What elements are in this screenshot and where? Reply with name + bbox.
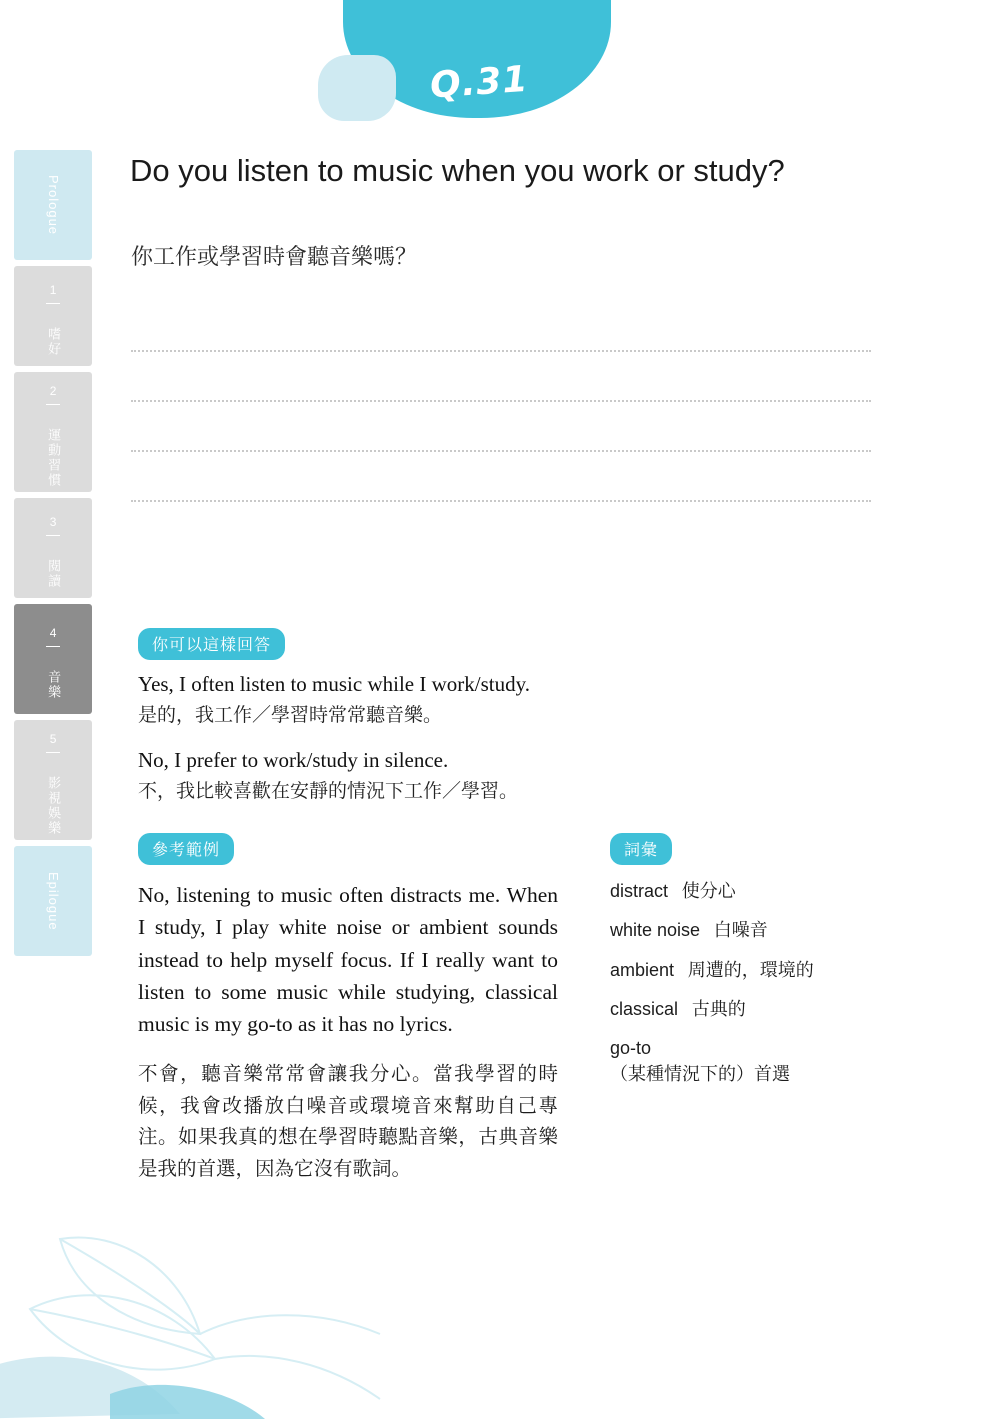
sample-answer-item bbox=[138, 670, 868, 730]
sidebar-item-number: 3 bbox=[46, 515, 60, 536]
sidebar-item-label: 影視娛樂 bbox=[46, 776, 62, 836]
question-english: Do you listen to music when you work or study? bbox=[130, 153, 785, 188]
sample-answer-chinese: 是的，我工作／學習時常常聽音樂。 bbox=[138, 704, 443, 727]
vocabulary-term: ambient bbox=[610, 959, 675, 980]
vocabulary-definition: 周遭的，環境的 bbox=[687, 959, 814, 981]
sidebar-item-number: 5 bbox=[46, 732, 60, 753]
writing-line[interactable] bbox=[131, 400, 871, 402]
writing-line[interactable] bbox=[131, 350, 871, 352]
vocabulary-term: go-to bbox=[610, 1038, 652, 1059]
vocabulary-list bbox=[610, 879, 940, 1088]
sidebar-item-number: 2 bbox=[46, 384, 60, 405]
example-section bbox=[138, 833, 558, 1185]
sidebar-item-prologue[interactable] bbox=[14, 150, 92, 260]
question-chinese: 你工作或學習時會聽音樂嗎？ bbox=[131, 245, 418, 270]
vocabulary-definition: 使分心 bbox=[681, 881, 736, 902]
vocabulary-item bbox=[610, 958, 940, 983]
vocabulary-heading: 詞彙 bbox=[610, 833, 672, 865]
vocabulary-section bbox=[610, 833, 940, 1102]
vocabulary-item bbox=[610, 997, 940, 1022]
question-number: Q.31 bbox=[428, 58, 530, 107]
sample-answers-heading: 你可以這樣回答 bbox=[138, 628, 285, 660]
header-blob-small bbox=[318, 55, 396, 121]
vocabulary-item bbox=[610, 918, 940, 943]
vocabulary-item bbox=[610, 879, 940, 904]
example-chinese: 不會，聽音樂常常會讓我分心。當我學習的時候，我會改播放白噪音或環境音來幫助自己專注。如果我真的想在學習時聽點音樂，古典音樂是我的首選，因為它沒有歌詞。 bbox=[138, 1062, 558, 1180]
sample-answer-item bbox=[138, 746, 868, 806]
sidebar-item-label: 運動習慣 bbox=[46, 428, 62, 488]
sample-answers-section bbox=[138, 628, 868, 806]
sidebar-item-label: 音樂 bbox=[46, 670, 62, 700]
sidebar-item-entertainment[interactable] bbox=[14, 720, 92, 840]
sample-answer-chinese: 不，我比較喜歡在安靜的情況下工作／學習。 bbox=[138, 780, 519, 803]
decorative-leaves bbox=[0, 1159, 420, 1419]
sidebar-item-label: Epilogue bbox=[46, 871, 62, 931]
sidebar-item-exercise[interactable] bbox=[14, 372, 92, 492]
vocabulary-definition: （某種情況下的）首選 bbox=[610, 1064, 790, 1086]
leaf-icon bbox=[0, 1159, 420, 1419]
writing-line[interactable] bbox=[131, 450, 871, 452]
vocabulary-term: distract bbox=[610, 881, 669, 901]
sidebar-item-label: Prologue bbox=[46, 174, 62, 236]
sidebar-item-epilogue[interactable] bbox=[14, 846, 92, 956]
sidebar-item-label: 嗜好 bbox=[46, 327, 62, 357]
sidebar-item-label: 閱讀 bbox=[46, 559, 62, 589]
sidebar-item-number: 4 bbox=[46, 626, 60, 647]
vocabulary-term: white noise bbox=[610, 920, 701, 941]
sample-answer-english: Yes, I often listen to music while I work/study. bbox=[138, 672, 530, 696]
sample-answer-english: No, I prefer to work/study in silence. bbox=[138, 747, 449, 772]
sidebar-item-reading[interactable] bbox=[14, 498, 92, 598]
vocabulary-term: classical bbox=[610, 998, 679, 1019]
sidebar-item-number: 1 bbox=[46, 283, 60, 304]
example-english: No, listening to music often distracts me. When I study, I play white noise or ambient sounds instead to help myself focus. If I really want to listen to some music while studying, classical music is my go-to as it has no lyrics. bbox=[138, 883, 558, 1036]
writing-line[interactable] bbox=[131, 500, 871, 502]
vocabulary-definition: 白噪音 bbox=[713, 920, 768, 942]
sidebar-tabs bbox=[14, 150, 92, 962]
sidebar-item-hobby[interactable] bbox=[14, 266, 92, 366]
example-heading: 參考範例 bbox=[138, 833, 234, 865]
vocabulary-definition: 古典的 bbox=[691, 998, 746, 1020]
sidebar-item-music[interactable] bbox=[14, 604, 92, 714]
vocabulary-item bbox=[610, 1036, 940, 1088]
writing-lines[interactable] bbox=[131, 350, 871, 550]
